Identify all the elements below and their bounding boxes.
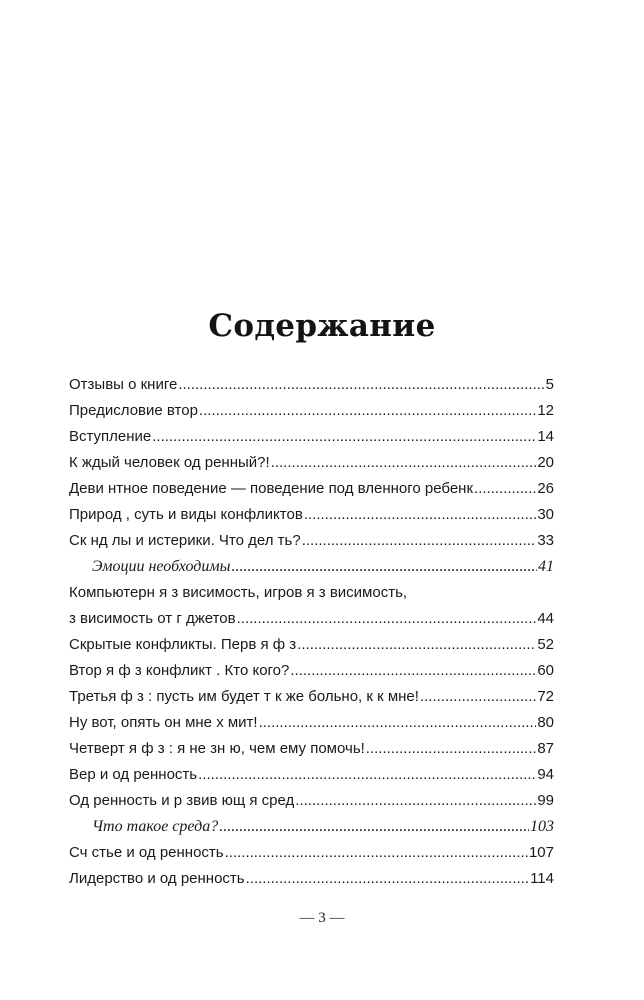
toc-entry [69, 736, 554, 762]
toc-entry [69, 632, 554, 658]
toc-leader-dots [290, 658, 536, 684]
toc-leader-dots [231, 554, 537, 580]
toc-subentry [69, 554, 554, 580]
toc-leader-dots [178, 372, 544, 398]
toc-entry [69, 840, 554, 866]
toc-entry-label: Четверт я ф з : я не зн ю, чем ему помочь! [69, 740, 365, 757]
toc-entry-label: Скрытые конфликты. Перв я ф з [69, 636, 297, 653]
toc-entry-page: 5 [545, 376, 554, 393]
toc-entry-page: 41 [538, 558, 554, 575]
page-number: — 3 — [299, 910, 345, 926]
toc-leader-dots [225, 840, 528, 866]
toc-entry [69, 502, 554, 528]
toc-entry [69, 866, 554, 892]
toc-entry-page: 103 [530, 818, 554, 835]
toc-leader-dots [366, 736, 537, 762]
toc-entry-label: Эмоции необходимы [92, 558, 231, 575]
toc-leader-dots [474, 476, 536, 502]
toc-entry-label-line1: Компьютерн я з висимость, игров я з висимость, [69, 584, 408, 601]
toc-entry-label: Вер и од ренность [69, 766, 198, 783]
toc-entry [69, 528, 554, 554]
toc-entry [69, 580, 554, 632]
toc-entry-label: Сч стье и од ренность [69, 844, 224, 861]
toc-entry [69, 762, 554, 788]
toc-leader-dots [271, 450, 537, 476]
toc-entry-label: Ну вот, опять он мне х мит! [69, 714, 258, 731]
toc-leader-dots [302, 528, 537, 554]
toc-entry-label: Од ренность и р звив ющ я сред [69, 792, 295, 809]
toc-entry [69, 476, 554, 502]
toc-entry-label: Деви нтное поведение — поведение под вленного ребенк [69, 480, 474, 497]
toc-leader-dots [152, 424, 536, 450]
toc-entry-label: Ск нд лы и истерики. Что дел ть? [69, 532, 301, 549]
toc-entry-page: 72 [537, 688, 554, 705]
toc-entry-label: Лидерство и од ренность [69, 870, 245, 887]
toc-entry [69, 710, 554, 736]
toc-entry-page: 20 [537, 454, 554, 471]
toc-leader-dots [295, 788, 536, 814]
toc-entry [69, 372, 554, 398]
page-title: Содержание [208, 308, 436, 344]
toc-entry-label: Предисловие втор [69, 402, 198, 419]
toc-entry [69, 424, 554, 450]
toc-leader-dots [297, 632, 536, 658]
toc-entry-label: Что такое среда? [92, 818, 219, 835]
toc-leader-dots [420, 684, 536, 710]
toc-entry-page: 99 [537, 792, 554, 809]
toc-entry-page: 94 [537, 766, 554, 783]
toc-entry-page: 12 [537, 402, 554, 419]
toc-entry-page: 80 [537, 714, 554, 731]
toc-leader-dots [304, 502, 537, 528]
toc-subentry [69, 814, 554, 840]
toc-entry-page: 14 [537, 428, 554, 445]
toc-entry-page: 26 [537, 480, 554, 497]
toc-entry-page: 114 [530, 870, 554, 887]
toc-leader-dots [246, 866, 529, 892]
toc-entry-page: 107 [528, 844, 554, 861]
toc-entry-label: Третья ф з : пусть им будет т к же больно, к к мне! [69, 688, 419, 705]
toc-leader-dots [199, 398, 536, 424]
table-of-contents [69, 372, 554, 892]
toc-entry [69, 450, 554, 476]
toc-entry-label: Отзывы о книге [69, 376, 178, 393]
toc-entry-page: 60 [537, 662, 554, 679]
toc-entry-page: 87 [537, 740, 554, 757]
toc-entry-label: Вступление [69, 428, 152, 445]
toc-leader-dots [219, 814, 529, 840]
toc-leader-dots [237, 606, 537, 632]
toc-entry-label: Втор я ф з конфликт . Кто кого? [69, 662, 290, 679]
toc-entry-page: 30 [537, 506, 554, 523]
toc-leader-dots [259, 710, 537, 736]
toc-entry-page: 44 [537, 610, 554, 627]
toc-entry-page: 52 [537, 636, 554, 653]
toc-entry [69, 788, 554, 814]
toc-entry-page: 33 [537, 532, 554, 549]
toc-entry [69, 684, 554, 710]
toc-entry [69, 398, 554, 424]
toc-leader-dots [198, 762, 536, 788]
toc-entry-label: Природ , суть и виды конфликтов [69, 506, 303, 523]
toc-entry-label: К ждый человек од ренный?! [69, 454, 270, 471]
toc-entry-label: з висимость от г джетов [69, 610, 236, 627]
toc-entry [69, 658, 554, 684]
